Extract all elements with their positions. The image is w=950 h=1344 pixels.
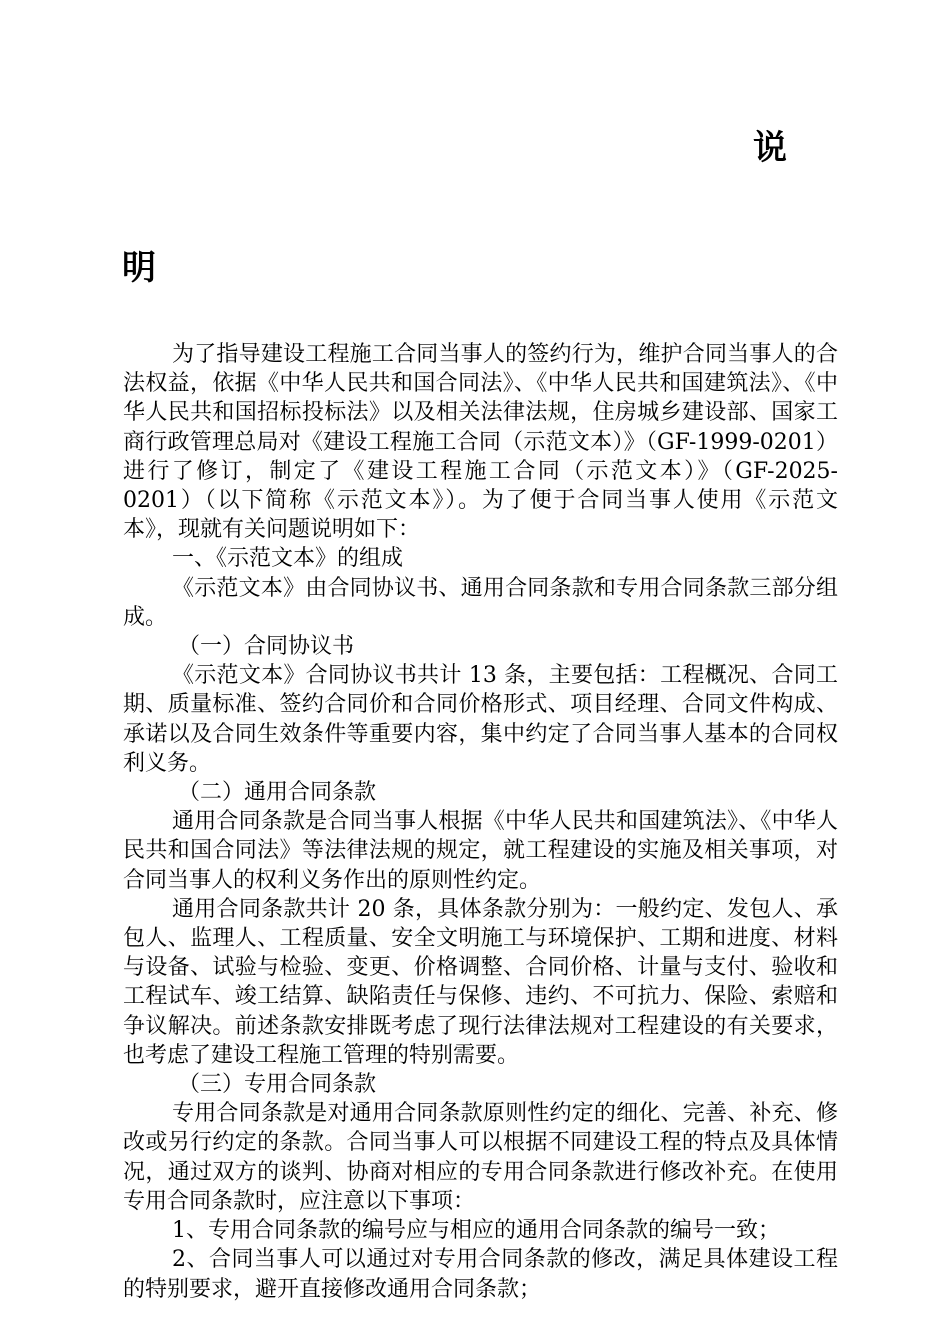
paragraph-special-terms: 专用合同条款是对通用合同条款原则性约定的细化、完善、补充、修改或另行约定的条款。合同当事人可以根据不同建设工程的特点及具体情况，通过双方的谈判、协商对相应的专用合同条款进行修改补充。在使用专用合同条款时，应注意以下事项：: [123, 1101, 838, 1214]
paragraph-general-terms: 通用合同条款是合同当事人根据《中华人民共和国建筑法》、《中华人民共和国合同法》等法律法规的规定，就工程建设的实施及相关事项，对合同当事人的权利义务作出的原则性约定。: [123, 809, 838, 893]
list-item-2: 2、合同当事人可以通过对专用合同条款的修改，满足具体建设工程的特别要求，避开直接修改通用合同条款；: [123, 1247, 838, 1302]
body-text: [123, 340, 838, 1304]
paragraph-intro: 为了指导建设工程施工合同当事人的签约行为，维护合同当事人的合法权益，依据《中华人民共和国合同法》、《中华人民共和国建筑法》、《中华人民共和国招标投标法》以及相关法律法规，住房城乡建设部、国家工商行政管理总局对《建设工程施工合同（示范文本）》（GF-1999-0201）进行了修订，制定了《建设工程施工合同（示范文本）》（GF-2025-0201）（以下简称《示范文本》）。为了便于合同当事人使用《示范文本》，现就有关问题说明如下：: [123, 342, 838, 543]
paragraph-agreement: 《示范文本》合同协议书共计 13 条，主要包括：工程概况、合同工期、质量标准、签约合同价和合同价格形式、项目经理、合同文件构成、承诺以及合同生效条件等重要内容，集中约定了合同当事人基本的合同权利义务。: [123, 663, 838, 776]
subsection-heading-agreement: （一）合同协议书: [178, 634, 355, 660]
list-item-1: 1、专用合同条款的编号应与相应的通用合同条款的编号一致；: [172, 1218, 780, 1244]
paragraph-general-terms-list: 通用合同条款共计 20 条，具体条款分别为：一般约定、发包人、承包人、监理人、工程质量、安全文明施工与环境保护、工期和进度、材料与设备、试验与检验、变更、价格调整、合同价格、计量与支付、验收和工程试车、竣工结算、缺陷责任与保修、违约、不可抗力、保险、索赔和争议解决。前述条款安排既考虑了现行法律法规对工程建设的有关要求，也考虑了建设工程施工管理的特别需要。: [123, 896, 838, 1068]
section-heading-composition: 一、《示范文本》的组成: [172, 546, 404, 572]
title-char-2: 明: [122, 248, 156, 288]
title-char-1: 说: [753, 128, 787, 168]
subsection-heading-general-terms: （二）通用合同条款: [178, 780, 377, 806]
paragraph-composition: 《示范文本》由合同协议书、通用合同条款和专用合同条款三部分组成。: [123, 575, 838, 630]
subsection-heading-special-terms: （三）专用合同条款: [178, 1072, 377, 1098]
